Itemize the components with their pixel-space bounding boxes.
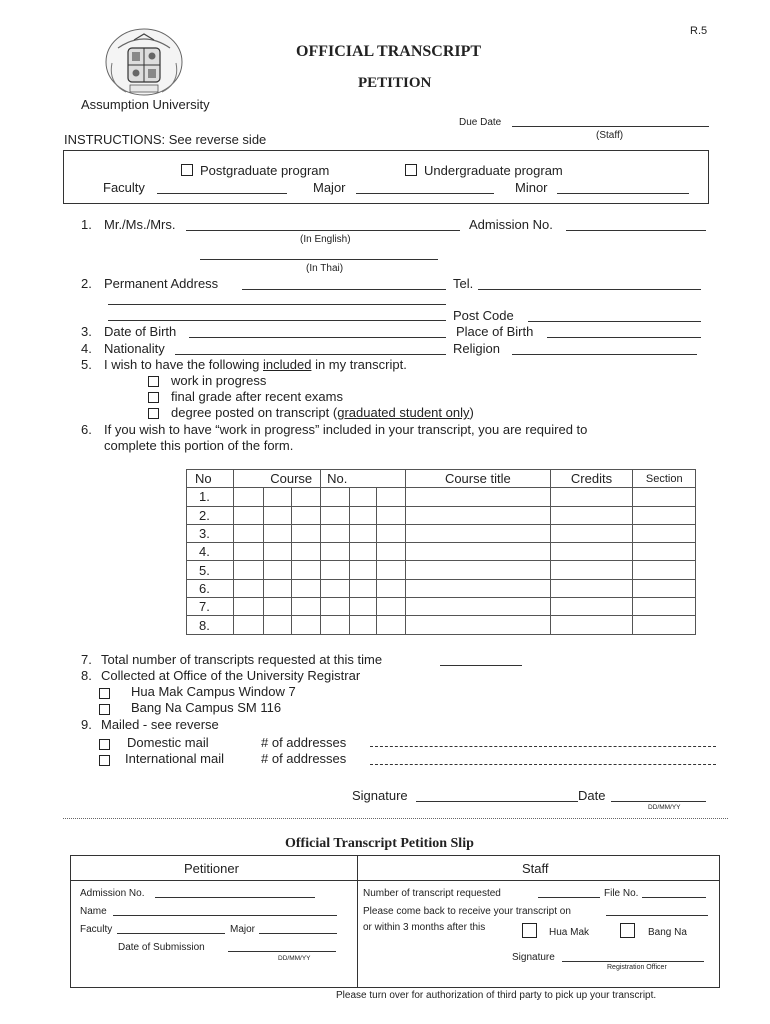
table-cell[interactable] xyxy=(377,561,406,579)
table-cell[interactable] xyxy=(321,488,350,506)
table-row xyxy=(187,524,696,542)
university-name: Assumption University xyxy=(81,97,210,112)
header-credits: Credits xyxy=(550,470,633,488)
international-checkbox[interactable] xyxy=(99,755,110,766)
slip-come-back-label: Please come back to receive your transcript on xyxy=(363,906,571,917)
religion-label: Religion xyxy=(453,341,500,356)
mailed-label: Mailed - see reverse xyxy=(101,717,219,732)
total-label: Total number of transcripts requested at this time xyxy=(101,652,383,667)
table-cell[interactable] xyxy=(321,579,350,597)
row-number: 8. xyxy=(187,616,234,634)
due-date-label: Due Date xyxy=(459,117,502,128)
table-cell[interactable] xyxy=(292,598,321,616)
row-number: 5. xyxy=(187,561,234,579)
nationality-field[interactable] xyxy=(175,354,446,355)
major-label: Major xyxy=(313,180,346,195)
table-cell[interactable] xyxy=(377,579,406,597)
table-cell[interactable] xyxy=(633,506,696,524)
minor-label: Minor xyxy=(515,180,548,195)
table-cell[interactable] xyxy=(234,543,264,561)
table-cell[interactable] xyxy=(633,616,696,634)
table-cell[interactable] xyxy=(234,598,264,616)
collected-label: Collected at Office of the University Registrar xyxy=(101,668,361,683)
post-code-field[interactable] xyxy=(528,321,701,322)
slip-huamak-label: Hua Mak xyxy=(549,927,590,938)
post-code-label: Post Code xyxy=(453,308,514,323)
header-course-title: Course title xyxy=(406,470,550,488)
bangna-label: Bang Na Campus SM 116 xyxy=(131,700,282,715)
header-section: Section xyxy=(633,470,696,488)
table-cell[interactable] xyxy=(292,579,321,597)
slip-major-label: Major xyxy=(230,924,256,935)
slip-file-no-field[interactable] xyxy=(642,897,706,898)
table-cell[interactable] xyxy=(377,524,406,542)
table-cell[interactable] xyxy=(377,506,406,524)
slip-admission-label: Admission No. xyxy=(80,888,145,899)
slip-column-divider xyxy=(357,855,358,987)
slip-within-label: or within 3 months after this xyxy=(363,922,486,933)
table-cell[interactable] xyxy=(550,561,633,579)
table-cell[interactable] xyxy=(349,616,377,634)
q6-line1: If you wish to have “work in progress” included in your transcript, you are required to xyxy=(104,422,588,437)
table-cell[interactable] xyxy=(263,543,292,561)
instructions: INSTRUCTIONS: See reverse side xyxy=(64,132,267,147)
header-course: Course xyxy=(234,470,321,488)
signature-label: Signature xyxy=(352,788,408,803)
program-box xyxy=(63,150,709,204)
table-cell[interactable] xyxy=(349,561,377,579)
wish-text xyxy=(104,357,407,372)
item-number-3: 3. xyxy=(81,324,92,339)
work-in-progress-label: work in progress xyxy=(171,373,267,388)
table-cell[interactable] xyxy=(633,579,696,597)
table-cell[interactable] xyxy=(377,543,406,561)
slip-header-divider xyxy=(70,880,719,881)
slip-signature-label: Signature xyxy=(512,952,555,963)
table-cell[interactable] xyxy=(321,506,350,524)
table-cell[interactable] xyxy=(263,579,292,597)
table-cell[interactable] xyxy=(321,543,350,561)
domestic-label: Domestic mail xyxy=(127,735,209,750)
name-english-field[interactable] xyxy=(186,230,460,231)
table-cell[interactable] xyxy=(633,598,696,616)
slip-major-field[interactable] xyxy=(259,933,337,934)
slip-admission-field[interactable] xyxy=(155,897,315,898)
table-cell[interactable] xyxy=(234,524,264,542)
in-thai-note: (In Thai) xyxy=(306,263,344,274)
degree-prefix: degree posted on transcript ( xyxy=(171,405,338,420)
table-cell[interactable] xyxy=(321,616,350,634)
address-field-3[interactable] xyxy=(108,320,446,321)
table-cell[interactable] xyxy=(406,488,550,506)
work-in-progress-checkbox[interactable] xyxy=(148,376,159,387)
table-cell[interactable] xyxy=(377,598,406,616)
address-field-2[interactable] xyxy=(108,304,446,305)
degree-suffix: ) xyxy=(469,405,474,420)
dob-field[interactable] xyxy=(189,337,446,338)
slip-bangna-checkbox[interactable] xyxy=(620,923,635,938)
admission-field[interactable] xyxy=(566,230,706,231)
table-cell[interactable] xyxy=(550,506,633,524)
row-number: 4. xyxy=(187,543,234,561)
item-number-4: 4. xyxy=(81,341,92,356)
table-cell[interactable] xyxy=(406,598,550,616)
slip-petitioner-header: Petitioner xyxy=(184,861,239,876)
table-row xyxy=(187,579,696,597)
slip-name-field[interactable] xyxy=(113,915,337,916)
in-english-note: (In English) xyxy=(300,234,351,245)
faculty-field[interactable] xyxy=(157,193,287,194)
slip-num-requested-field[interactable] xyxy=(538,897,600,898)
undergraduate-label: Undergraduate program xyxy=(424,163,563,178)
table-row xyxy=(187,506,696,524)
item-number-9: 9. xyxy=(81,717,92,732)
table-cell[interactable] xyxy=(263,616,292,634)
degree-posted-checkbox[interactable] xyxy=(148,408,159,419)
row-number: 7. xyxy=(187,598,234,616)
footer-note: Please turn over for authorization of third party to pick up your transcript. xyxy=(336,990,657,1001)
slip-come-back-field[interactable] xyxy=(606,915,708,916)
table-cell[interactable] xyxy=(633,543,696,561)
slip-huamak-checkbox[interactable] xyxy=(522,923,537,938)
signature-field[interactable] xyxy=(416,801,578,802)
table-cell[interactable] xyxy=(406,506,550,524)
table-cell[interactable] xyxy=(550,488,633,506)
table-cell[interactable] xyxy=(292,543,321,561)
international-addresses-label: # of addresses xyxy=(261,751,347,766)
page-title: OFFICIAL TRANSCRIPT xyxy=(296,43,482,60)
table-cell[interactable] xyxy=(321,524,350,542)
q6-line2: complete this portion of the form. xyxy=(104,438,294,453)
table-cell[interactable] xyxy=(349,598,377,616)
row-number: 3. xyxy=(187,524,234,542)
form-code: R.5 xyxy=(690,25,708,37)
name-thai-field[interactable] xyxy=(200,259,438,260)
table-row xyxy=(187,561,696,579)
item-number-8: 8. xyxy=(81,668,92,683)
table-cell[interactable] xyxy=(406,543,550,561)
address-field-1[interactable] xyxy=(242,289,446,290)
huamak-checkbox[interactable] xyxy=(99,688,110,699)
item-number-1: 1. xyxy=(81,217,92,232)
table-cell[interactable] xyxy=(234,616,264,634)
table-cell[interactable] xyxy=(349,524,377,542)
table-cell[interactable] xyxy=(349,579,377,597)
item-number-2: 2. xyxy=(81,276,92,291)
table-cell[interactable] xyxy=(550,543,633,561)
slip-num-requested-label: Number of transcript requested xyxy=(363,888,501,899)
major-field[interactable] xyxy=(356,193,494,194)
degree-graduated: graduated student only xyxy=(337,405,470,420)
table-cell[interactable] xyxy=(406,579,550,597)
slip-date-submission-field[interactable] xyxy=(228,951,336,952)
slip-bangna-label: Bang Na xyxy=(648,927,687,938)
table-row xyxy=(187,543,696,561)
table-cell[interactable] xyxy=(550,579,633,597)
postgraduate-checkbox[interactable] xyxy=(181,164,193,176)
bangna-checkbox[interactable] xyxy=(99,704,110,715)
table-cell[interactable] xyxy=(234,561,264,579)
course-table xyxy=(186,469,696,635)
minor-field[interactable] xyxy=(557,193,689,194)
table-cell[interactable] xyxy=(550,524,633,542)
huamak-label: Hua Mak Campus Window 7 xyxy=(131,684,296,699)
pob-field[interactable] xyxy=(547,337,701,338)
item-number-5: 5. xyxy=(81,357,92,372)
slip-date-submission-label: Date of Submission xyxy=(118,942,205,953)
table-cell[interactable] xyxy=(633,524,696,542)
table-cell[interactable] xyxy=(377,488,406,506)
table-cell[interactable] xyxy=(263,598,292,616)
wish-included: included xyxy=(263,357,312,372)
date-label: Date xyxy=(578,788,606,803)
table-cell[interactable] xyxy=(263,561,292,579)
table-cell[interactable] xyxy=(349,488,377,506)
slip-staff-header: Staff xyxy=(522,861,549,876)
table-cell[interactable] xyxy=(292,506,321,524)
table-cell[interactable] xyxy=(406,561,550,579)
date-field[interactable] xyxy=(611,801,706,802)
table-cell[interactable] xyxy=(321,598,350,616)
item-number-7: 7. xyxy=(81,652,92,667)
table-cell[interactable] xyxy=(234,579,264,597)
slip-signature-field[interactable] xyxy=(562,961,704,962)
total-field[interactable] xyxy=(440,665,522,666)
slip-faculty-label: Faculty xyxy=(80,924,113,935)
table-cell[interactable] xyxy=(377,616,406,634)
tel-label: Tel. xyxy=(453,276,474,291)
slip-name-label: Name xyxy=(80,906,107,917)
row-number: 6. xyxy=(187,579,234,597)
table-cell[interactable] xyxy=(292,561,321,579)
wish-prefix: I wish to have the following xyxy=(104,357,260,372)
domestic-addresses-field[interactable] xyxy=(370,746,716,747)
table-row xyxy=(187,488,696,506)
table-cell[interactable] xyxy=(550,616,633,634)
international-label: International mail xyxy=(125,751,224,766)
row-number: 1. xyxy=(187,488,234,506)
degree-posted-label xyxy=(171,405,474,420)
tel-field[interactable] xyxy=(478,289,701,290)
table-cell[interactable] xyxy=(263,524,292,542)
table-cell[interactable] xyxy=(292,524,321,542)
admission-label: Admission No. xyxy=(469,217,553,232)
faculty-label: Faculty xyxy=(103,180,145,195)
due-date-field[interactable] xyxy=(512,126,709,127)
table-header-row xyxy=(187,470,696,488)
final-grade-label: final grade after recent exams xyxy=(171,389,343,404)
staff-label: (Staff) xyxy=(596,130,624,141)
table-cell[interactable] xyxy=(349,543,377,561)
religion-field[interactable] xyxy=(512,354,697,355)
table-cell[interactable] xyxy=(550,598,633,616)
nationality-label: Nationality xyxy=(104,341,165,356)
cut-line xyxy=(63,818,728,819)
domestic-checkbox[interactable] xyxy=(99,739,110,750)
table-cell[interactable] xyxy=(234,488,264,506)
final-grade-checkbox[interactable] xyxy=(148,392,159,403)
slip-title: Official Transcript Petition Slip xyxy=(285,836,474,851)
domestic-addresses-label: # of addresses xyxy=(261,735,347,750)
dob-label: Date of Birth xyxy=(104,324,177,339)
table-cell[interactable] xyxy=(406,524,550,542)
slip-faculty-field[interactable] xyxy=(117,933,225,934)
table-cell[interactable] xyxy=(633,488,696,506)
table-cell[interactable] xyxy=(292,616,321,634)
name-label: Mr./Ms./Mrs. xyxy=(104,217,176,232)
table-cell[interactable] xyxy=(406,616,550,634)
table-cell[interactable] xyxy=(321,561,350,579)
header-course-no: No. xyxy=(321,470,406,488)
slip-file-no-label: File No. xyxy=(604,888,639,899)
row-number: 2. xyxy=(187,506,234,524)
table-cell[interactable] xyxy=(292,488,321,506)
wish-suffix: in my transcript. xyxy=(315,357,407,372)
slip-date-format-note: DD/MM/YY xyxy=(278,955,311,962)
international-addresses-field[interactable] xyxy=(370,764,716,765)
table-cell[interactable] xyxy=(234,506,264,524)
university-seal-logo xyxy=(104,28,184,98)
table-cell[interactable] xyxy=(263,506,292,524)
address-label: Permanent Address xyxy=(104,276,219,291)
item-number-6: 6. xyxy=(81,422,92,437)
undergraduate-checkbox[interactable] xyxy=(405,164,417,176)
postgraduate-label: Postgraduate program xyxy=(200,163,330,178)
table-row xyxy=(187,616,696,634)
page-subtitle: PETITION xyxy=(358,75,432,91)
table-cell[interactable] xyxy=(263,488,292,506)
slip-officer-label: Registration Officer xyxy=(607,964,667,971)
header-no: No xyxy=(187,470,234,488)
table-cell[interactable] xyxy=(633,561,696,579)
pob-label: Place of Birth xyxy=(456,324,534,339)
date-format-note: DD/MM/YY xyxy=(648,804,681,811)
table-row xyxy=(187,598,696,616)
table-cell[interactable] xyxy=(349,506,377,524)
